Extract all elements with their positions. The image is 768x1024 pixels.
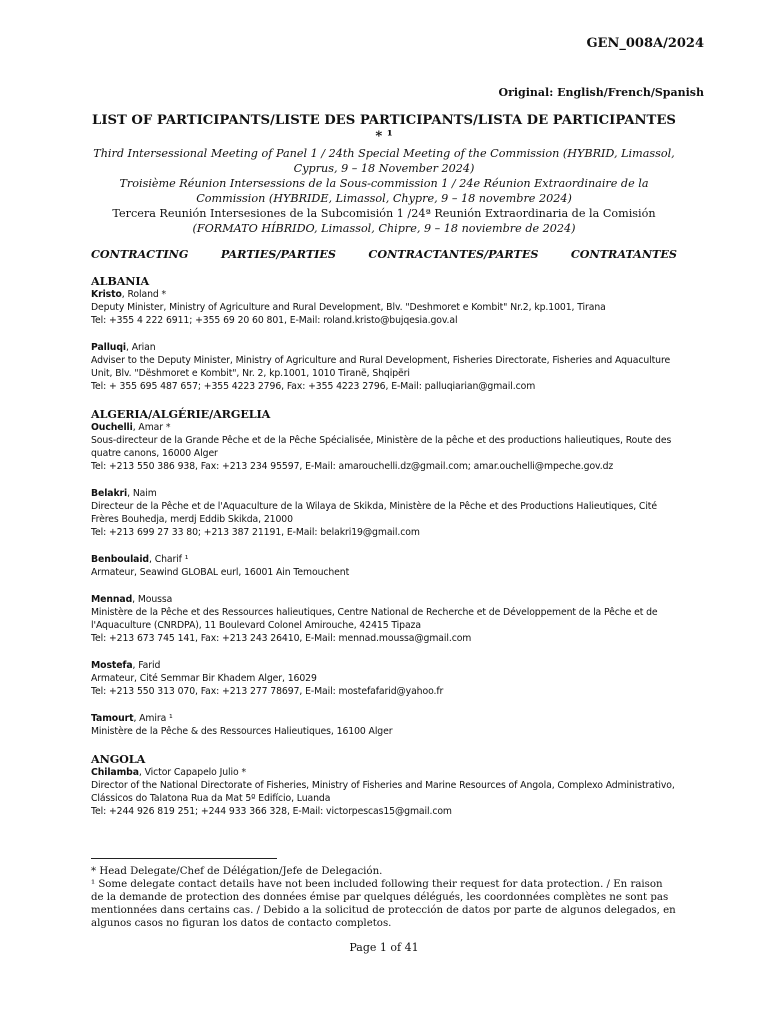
title-footnote-marks: * ¹: [375, 129, 393, 144]
participant-name: [91, 553, 677, 566]
participant-detail-line: Armateur, Seawind GLOBAL eurl, 16001 Ain Temouchent: [91, 567, 350, 578]
participant-surname: Chilamba: [91, 767, 139, 778]
footnote-data-protection: ¹ Some delegate contact details have not been included following their request for data protection. / En raison de la demande de protection des données émise par quelques délégués, les coordonnées complètes ne sont pas mentionnées dans certains cas. / Debido a la solicitud de protección de datos por parte de algunos delegados, en algunos casos no figuran los datos de contacto completos.: [91, 879, 676, 929]
section-heading-word: CONTRACTING: [91, 247, 189, 261]
page-number: Page 1 of 41: [349, 941, 419, 954]
participant-name: [91, 487, 677, 500]
participant-entry: [91, 288, 677, 327]
participant-entry: [91, 341, 677, 393]
participant-name: [91, 341, 677, 354]
participant-given-name: , Amar *: [132, 422, 171, 433]
participant-given-name: , Roland *: [121, 289, 167, 300]
participant-name: [91, 712, 677, 725]
section-heading-contracting-parties: [91, 247, 677, 261]
participant-given-name: , Charif ¹: [148, 554, 189, 565]
participant-entry: [91, 421, 677, 473]
title-block: [91, 113, 677, 236]
footnote-head-delegate: * Head Delegate/Chef de Délégation/Jefe de Delegación.: [91, 866, 383, 877]
participant-detail-line: Tel: +213 673 745 141, Fax: +213 243 26410, E-Mail: mennad.moussa@gmail.com: [91, 633, 472, 644]
country-heading: ALBANIA: [91, 274, 150, 288]
participants-list: [91, 274, 677, 832]
participant-given-name: , Victor Capapelo Julio *: [138, 767, 247, 778]
participant-surname: Benboulaid: [91, 554, 149, 565]
participant-detail-line: Tel: +213 699 27 33 80; +213 387 21191, E-Mail: belakri19@gmail.com: [91, 527, 420, 538]
participant-given-name: , Naim: [127, 488, 157, 499]
section-heading-word: CONTRATANTES: [570, 247, 677, 261]
document-title: [91, 113, 677, 145]
participant-detail-line: Tel: +355 4 222 6911; +355 69 20 60 801, E-Mail: roland.kristo@bujqesia.gov.al: [91, 315, 458, 326]
participant-given-name: , Amira ¹: [133, 713, 173, 724]
title-text: LIST OF PARTICIPANTS/LISTE DES PARTICIPANTS/LISTA DE PARTICIPANTES: [92, 113, 676, 128]
participant-detail-line: Deputy Minister, Ministry of Agriculture and Rural Development, Blv. "Deshmoret e Kombit" Nr.2, kp.1001, Tirana: [91, 302, 606, 313]
document-reference: GEN_008A/2024: [586, 36, 704, 51]
subtitle-spanish-details: (FORMATO HÍBRIDO, Limassol, Chipre, 9 – 18 noviembre de 2024): [192, 222, 576, 235]
participant-detail-line: Tel: + 355 695 487 657; +355 4223 2796, Fax: +355 4223 2796, E-Mail: palluqiarian@gmail.com: [91, 381, 536, 392]
footnote-separator: [91, 858, 277, 859]
section-heading-word: CONTRACTANTES/PARTES: [368, 247, 539, 261]
participant-name: [91, 659, 677, 672]
participant-surname: Ouchelli: [91, 422, 133, 433]
participant-surname: Belakri: [91, 488, 128, 499]
participant-name: [91, 593, 677, 606]
participant-surname: Kristo: [91, 289, 122, 300]
participant-entry: [91, 553, 677, 579]
participant-surname: Mennad: [91, 594, 133, 605]
participant-detail-line: Armateur, Cité Semmar Bir Khadem Alger, 16029: [91, 673, 317, 684]
participant-name: [91, 421, 677, 434]
footnotes: [91, 865, 677, 930]
participant-entry: [91, 712, 677, 738]
participant-surname: Tamourt: [91, 713, 134, 724]
participant-given-name: , Moussa: [132, 594, 173, 605]
participant-detail-line: Sous-directeur de la Grande Pêche et de la Pêche Spécialisée, Ministère de la pêche et des productions halieutiques, Route des quatre canons, 16000 Alger: [91, 435, 672, 459]
participant-detail-line: Ministère de la Pêche et des Ressources halieutiques, Centre National de Recherche et de Développement de la Pêche et de l'Aquaculture (CNRDPA), 11 Boulevard Colonel Amirouche, 42415 Tipaza: [91, 607, 658, 631]
participant-surname: Mostefa: [91, 660, 133, 671]
participant-detail-line: Tel: +213 550 313 070, Fax: +213 277 78697, E-Mail: mostefafarid@yahoo.fr: [91, 686, 444, 697]
participant-given-name: , Farid: [132, 660, 161, 671]
participant-detail-line: Director of the National Directorate of Fisheries, Ministry of Fisheries and Marine Resources of Angola, Complexo Administrativo, Clássicos do Talatona Rua da Mat 5º Edifício, Luanda: [91, 780, 675, 804]
participant-detail-line: Ministère de la Pêche & des Ressources Halieutiques, 16100 Alger: [91, 726, 393, 737]
subtitle-spanish: Tercera Reunión Intersesiones de la Subcomisión 1 /24ª Reunión Extraordinaria de la Comisión: [112, 207, 656, 220]
participant-surname: Palluqi: [91, 342, 126, 353]
participant-name: [91, 766, 677, 779]
participant-detail-line: Adviser to the Deputy Minister, Ministry of Agriculture and Rural Development, Fisheries Directorate, Fisheries and Aquaculture Unit, Blv. "Dëshmoret e Kombit", Nr. 2, kp.1001, 1010 Tiranë, Shqipëri: [91, 355, 671, 379]
section-heading-word: PARTIES/PARTIES: [220, 247, 337, 261]
participant-entry: [91, 593, 677, 645]
country-heading: ALGERIA/ALGÉRIE/ARGELIA: [91, 407, 271, 421]
participant-entry: [91, 487, 677, 539]
participant-entry: [91, 766, 677, 818]
original-languages: Original: English/French/Spanish: [498, 86, 704, 99]
subtitle-french: Troisième Réunion Intersessions de la Sous-commission 1 / 24e Réunion Extraordinaire de la Commission (HYBRIDE, Limassol, Chypre, 9 – 18 novembre 2024): [119, 177, 649, 205]
participant-name: [91, 288, 677, 301]
participant-detail-line: Directeur de la Pêche et de l'Aquaculture de la Wilaya de Skikda, Ministère de la Pêche et des Productions Halieutiques, Cité Frères Bouhedja, merdj Eddib Skikda, 21000: [91, 501, 657, 525]
country-heading: ANGOLA: [91, 752, 146, 766]
participant-detail-line: Tel: +213 550 386 938, Fax: +213 234 95597, E-Mail: amarouchelli.dz@gmail.com; amar.ouchelli@mpeche.gov.dz: [91, 461, 614, 472]
participant-given-name: , Arian: [125, 342, 156, 353]
participant-entry: [91, 659, 677, 698]
subtitle-english: Third Intersessional Meeting of Panel 1 / 24th Special Meeting of the Commission (HYBRID, Limassol, Cyprus, 9 – 18 November 2024): [93, 147, 675, 175]
participant-detail-line: Tel: +244 926 819 251; +244 933 366 328, E-Mail: victorpescas15@gmail.com: [91, 806, 452, 817]
